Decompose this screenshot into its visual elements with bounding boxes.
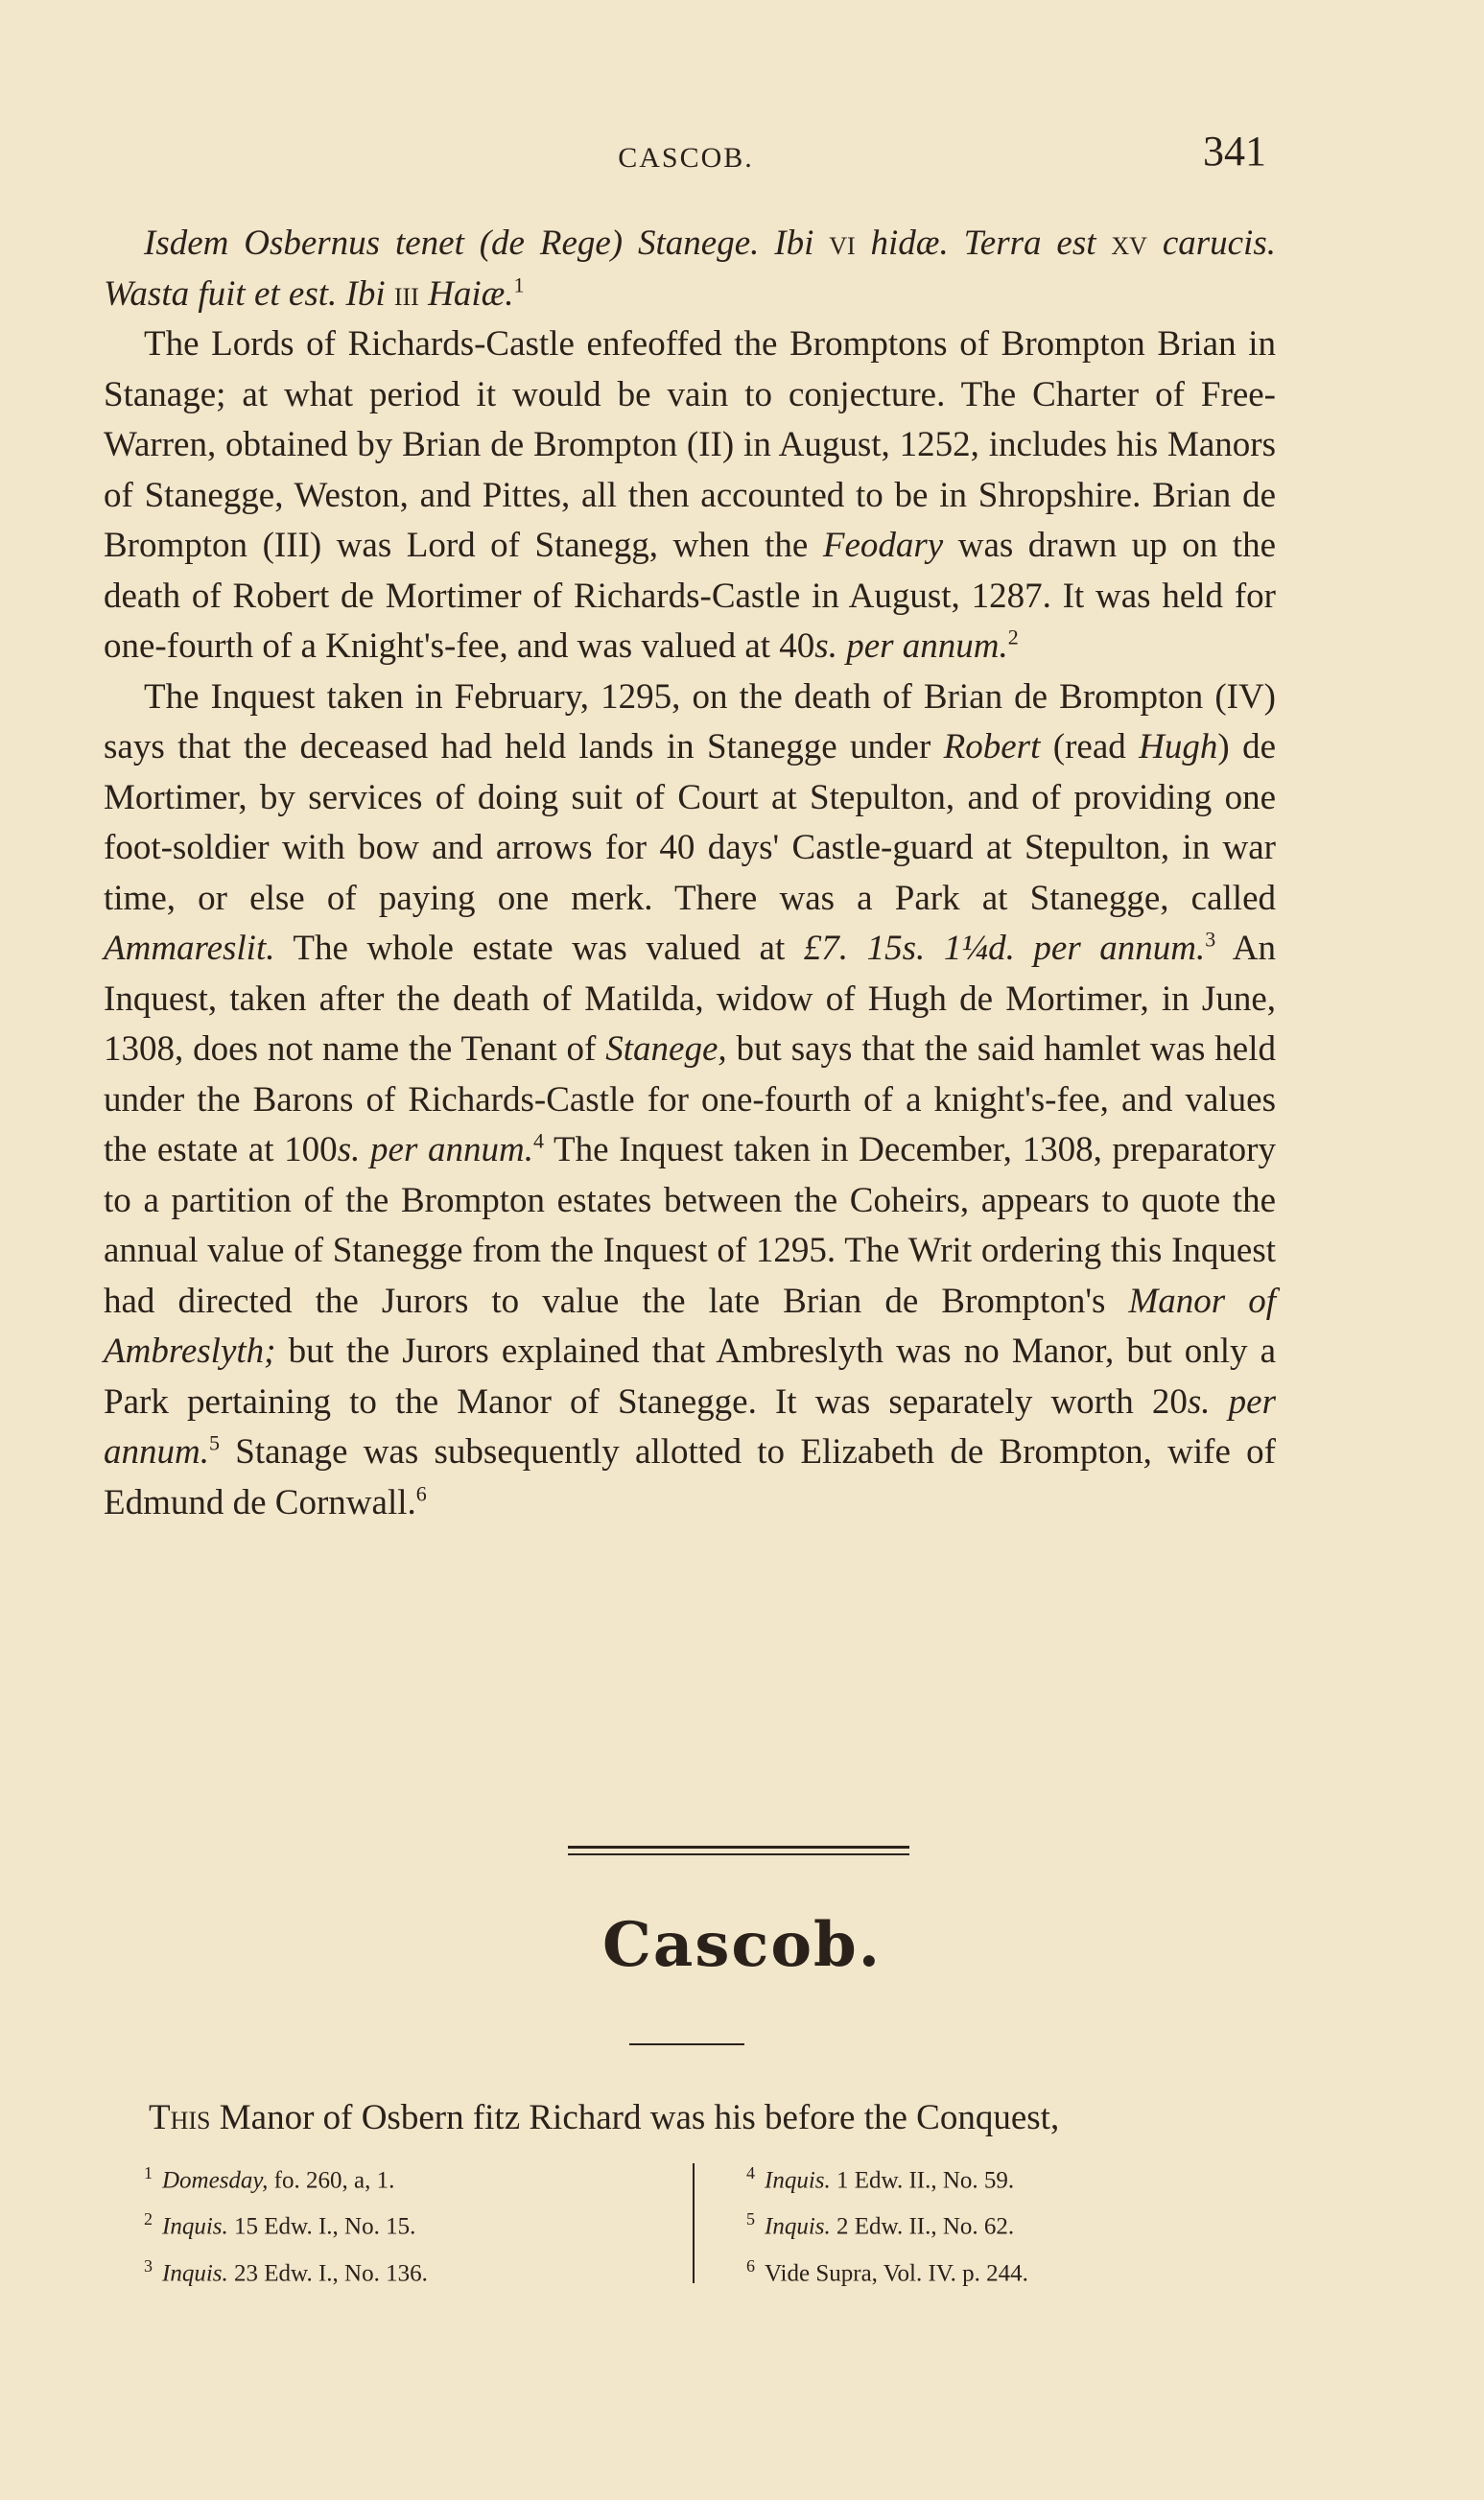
footnote: $^3$ Inquis. 23 Edw. I., No. 136.: [144, 2255, 428, 2286]
section-intro: This Manor of Osbern fitz Richard was his before the Conquest,: [149, 2098, 1060, 2137]
footnote: $^1$ Domesday, fo. 260, a, 1.: [144, 2163, 395, 2194]
footnote-ref: 5: [208, 1430, 220, 1455]
footnotes-left-column: [144, 2154, 681, 2293]
footnote-ref: 3: [1205, 927, 1216, 952]
footnote-ref: 6: [415, 1481, 427, 1506]
paragraph: The Inquest taken in February, 1295, on the death of Brian de Brompton (IV) says that the deceased had held lands in Stanegge under Robert (read Hugh) de Mortimer, by services of doing suit of Court at Stepulton, and of providing one foot-soldier with bow and arrows for 40 days' Castle-guard at Stepulton, in war time, or else of paying one merk. There was a Park at Stanegge, called Ammareslit. The whole estate was valued at £7. 15s. 1¼d. per annum.$^3$ An Inquest, taken after the death of Matilda, widow of Hugh de Mortimer, in June, 1308, does not name the Tenant of Stanege, but says that the said hamlet was held under the Barons of Richards-Castle for one-fourth of a knight's-fee, and values the estate at 100s. per annum.$^4$ The Inquest taken in December, 1308, preparatory to a partition of the Brompton estates between the Coheirs, appears to quote the annual value of Stanegge from the Inquest of 1295. The Writ ordering this Inquest had directed the Jurors to value the late Brian de Brompton's Manor of Ambreslyth; but the Jurors explained that Ambreslyth was no Manor, but only a Park pertaining to the Manor of Stanegge. It was separately worth 20s. per annum.$^5$ Stanage was subsequently allotted to Elizabeth de Brompton, wife of Edmund de Cornwall.$^6$: [104, 676, 1277, 1522]
footnote: $^4$ Inquis. 1 Edw. II., No. 59.: [746, 2163, 1015, 2194]
footnote-column-divider: [693, 2163, 695, 2283]
domesday-quote: Isdem Osbernus tenet (de Rege) Stanege. Ibi vi hidæ. Terra est xv carucis. Wasta fuit et est. Ibi iii Haiæ.$^1$: [104, 224, 1276, 314]
body-text: [104, 219, 1276, 1528]
footnote-ref: 1: [513, 272, 525, 297]
page-number: 341: [1203, 128, 1266, 175]
page-header: [106, 123, 1266, 180]
section-heading: Cascob.: [601, 1909, 883, 1981]
short-rule-divider: [629, 2043, 744, 2045]
footnote: $^5$ Inquis. 2 Edw. II., No. 62.: [746, 2209, 1015, 2240]
footnote-ref: 4: [533, 1128, 545, 1153]
footnote: $^6$ Vide Supra, Vol. IV. p. 244.: [746, 2255, 1028, 2286]
paragraph: The Lords of Richards-Castle enfeoffed the Bromptons of Brompton Brian in Stanage; at what period it would be vain to conjecture. The Charter of Free-Warren, obtained by Brian de Brompton (II) in August, 1252, includes his Manors of Stanegge, Weston, and Pittes, all then accounted to be in Shropshire. Brian de Brompton (III) was Lord of Stanegg, when the Feodary was drawn up on the death of Robert de Mortimer of Richards-Castle in August, 1287. It was held for one-fourth of a Knight's-fee, and was valued at 40s. per annum.$^2$: [104, 324, 1276, 666]
footnote-ref: 2: [1007, 625, 1019, 649]
double-rule-divider: [568, 1846, 909, 1855]
running-title: CASCOB.: [618, 142, 754, 174]
footnote: $^2$ Inquis. 15 Edw. I., No. 15.: [144, 2209, 416, 2240]
footnotes-right-column: [746, 2154, 1188, 2293]
